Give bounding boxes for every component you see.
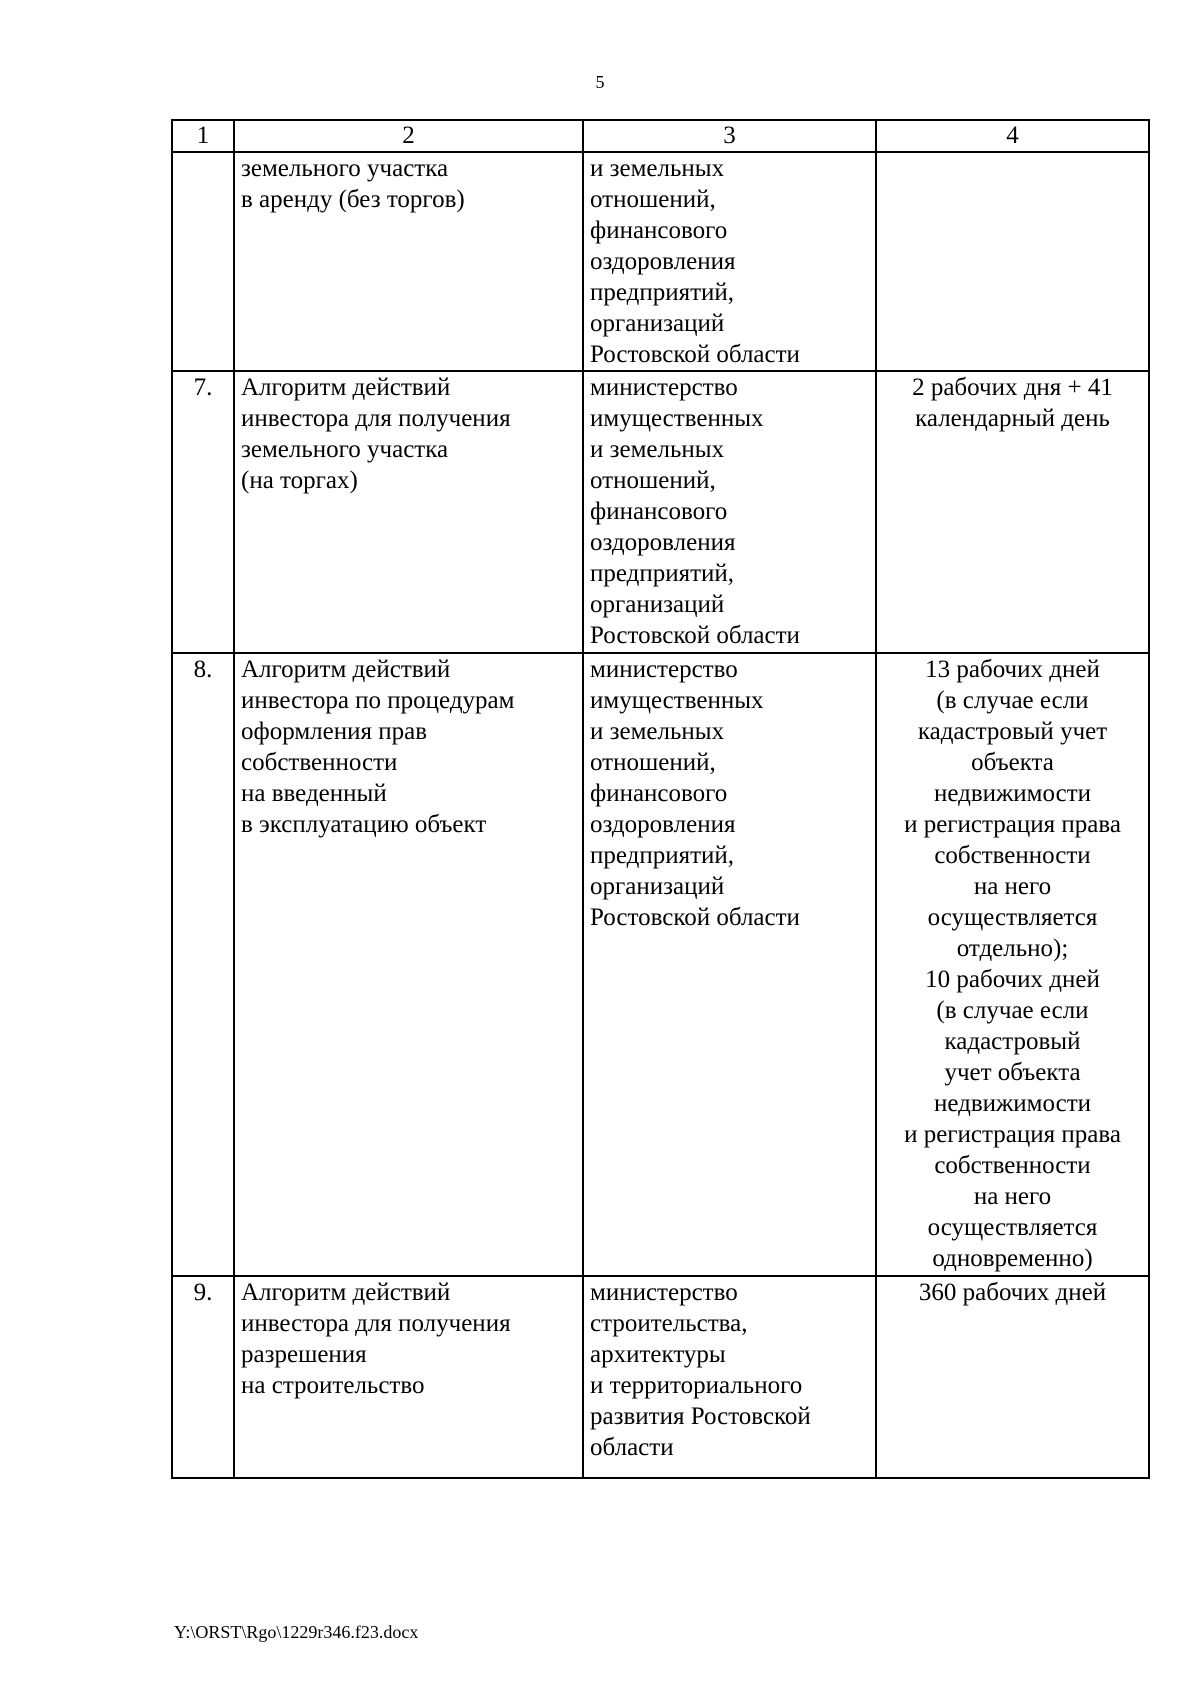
procedure-description-cell: Алгоритм действий инвестора для получения земельного участка (на торгах) [234, 371, 583, 653]
document-table [171, 119, 1150, 1479]
responsible-body-cell: министерство имущественных и земельных отношений, финансового оздоровления предприятий, организаций Ростовской области [583, 653, 876, 1276]
duration-cell: 13 рабочих дней (в случае если кадастровый учет объекта недвижимости и регистрация права собственности на него осуществляется отдельно); 10 рабочих дней (в случае если кадастровый учет объекта недвижимости и регистрация права собственности на него осуществляется одновременно) [876, 653, 1149, 1276]
row-number-cell: 8. [172, 653, 234, 1276]
table-row [172, 653, 1149, 1276]
header-cell-col-3: 3 [583, 120, 876, 152]
table-row [172, 371, 1149, 653]
responsible-body-cell: министерство строительства, архитектуры и территориального развития Ростовской области [583, 1276, 876, 1478]
page-number: 5 [595, 72, 605, 92]
table-header-row [172, 120, 1149, 152]
table-row [172, 152, 1149, 371]
header-cell-col-4: 4 [876, 120, 1149, 152]
header-cell-col-2: 2 [234, 120, 583, 152]
procedure-description-cell: Алгоритм действий инвестора для получения разрешения на строительство [234, 1276, 583, 1478]
duration-cell: 2 рабочих дня + 41 календарный день [876, 371, 1149, 653]
footer-file-path: Y:\ORST\Rgo\1229r346.f23.docx [174, 1622, 419, 1642]
table-row [172, 1276, 1149, 1478]
row-number-cell: 9. [172, 1276, 234, 1478]
procedure-description-cell: земельного участка в аренду (без торгов) [234, 152, 583, 371]
procedure-description-cell: Алгоритм действий инвестора по процедурам оформления прав собственности на введенный в эксплуатацию объект [234, 653, 583, 1276]
header-cell-col-1: 1 [172, 120, 234, 152]
duration-cell: 360 рабочих дней [876, 1276, 1149, 1478]
duration-cell [876, 152, 1149, 371]
row-number-cell: 7. [172, 371, 234, 653]
responsible-body-cell: и земельных отношений, финансового оздоровления предприятий, организаций Ростовской области [583, 152, 876, 371]
responsible-body-cell: министерство имущественных и земельных отношений, финансового оздоровления предприятий, организаций Ростовской области [583, 371, 876, 653]
row-number-cell [172, 152, 234, 371]
